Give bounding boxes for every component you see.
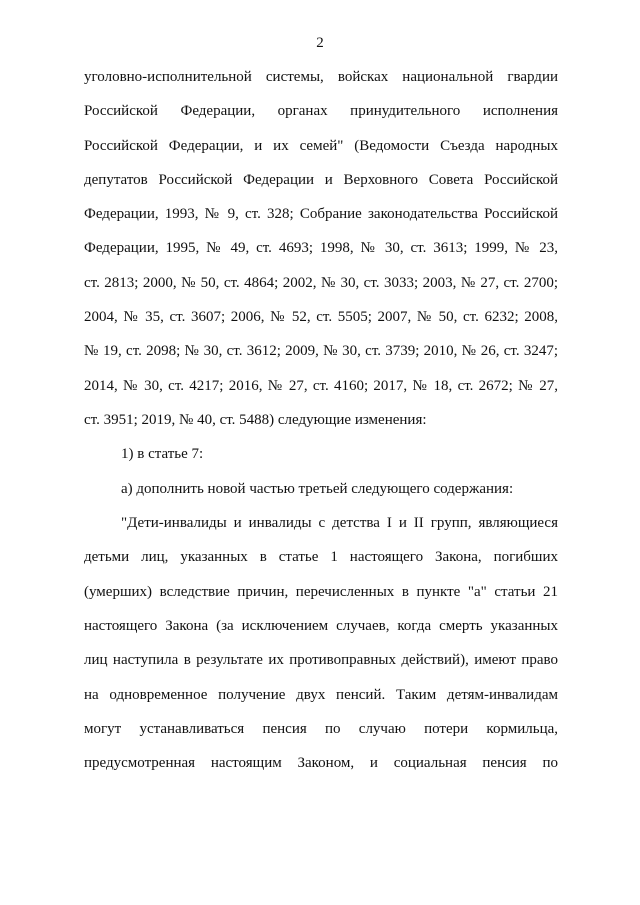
text-line: уголовно-исполнительной системы, войсках национальной гвардии	[84, 69, 558, 85]
text-line: Российской Федерации, и их семей" (Ведомости Съезда народных	[84, 138, 558, 154]
text-line: настоящего Закона (за исключением случаев, когда смерть указанных	[84, 618, 558, 634]
text-line: "Дети-инвалиды и инвалиды с детства I и II групп, являющиеся	[121, 515, 558, 531]
text-line: могут устанавливаться пенсия по случаю потери кормильца,	[84, 721, 558, 737]
text-line: Российской Федерации, органах принудительного исполнения	[84, 103, 558, 119]
text-line: Федерации, 1993, № 9, ст. 328; Собрание законодательства Российской	[84, 206, 558, 222]
text-line: предусмотренная настоящим Законом, и социальная пенсия по	[84, 755, 558, 771]
text-line: 1) в статье 7:	[121, 446, 204, 462]
text-line: депутатов Российской Федерации и Верховного Совета Российской	[84, 172, 558, 188]
text-line: а) дополнить новой частью третьей следующего содержания:	[121, 481, 514, 497]
text-line: детьми лиц, указанных в статье 1 настоящего Закона, погибших	[84, 549, 558, 565]
page-number: 2	[316, 35, 324, 51]
text-line: 2014, № 30, ст. 4217; 2016, № 27, ст. 4160; 2017, № 18, ст. 2672; № 27,	[84, 378, 558, 394]
text-line: (умерших) вследствие причин, перечисленных в пункте "а" статьи 21	[84, 584, 558, 600]
text-line: лиц наступила в результате их противоправных действий), имеют право	[84, 652, 558, 668]
text-line: 2004, № 35, ст. 3607; 2006, № 52, ст. 5505; 2007, № 50, ст. 6232; 2008,	[84, 309, 558, 325]
text-line: ст. 3951; 2019, № 40, ст. 5488) следующие изменения:	[84, 412, 427, 428]
text-line: Федерации, 1995, № 49, ст. 4693; 1998, № 30, ст. 3613; 1999, № 23,	[84, 240, 558, 256]
text-line: на одновременное получение двух пенсий. Таким детям-инвалидам	[84, 687, 558, 703]
text-line: № 19, ст. 2098; № 30, ст. 3612; 2009, № 30, ст. 3739; 2010, № 26, ст. 3247;	[84, 343, 558, 359]
text-line: ст. 2813; 2000, № 50, ст. 4864; 2002, № 30, ст. 3033; 2003, № 27, ст. 2700;	[84, 275, 558, 291]
